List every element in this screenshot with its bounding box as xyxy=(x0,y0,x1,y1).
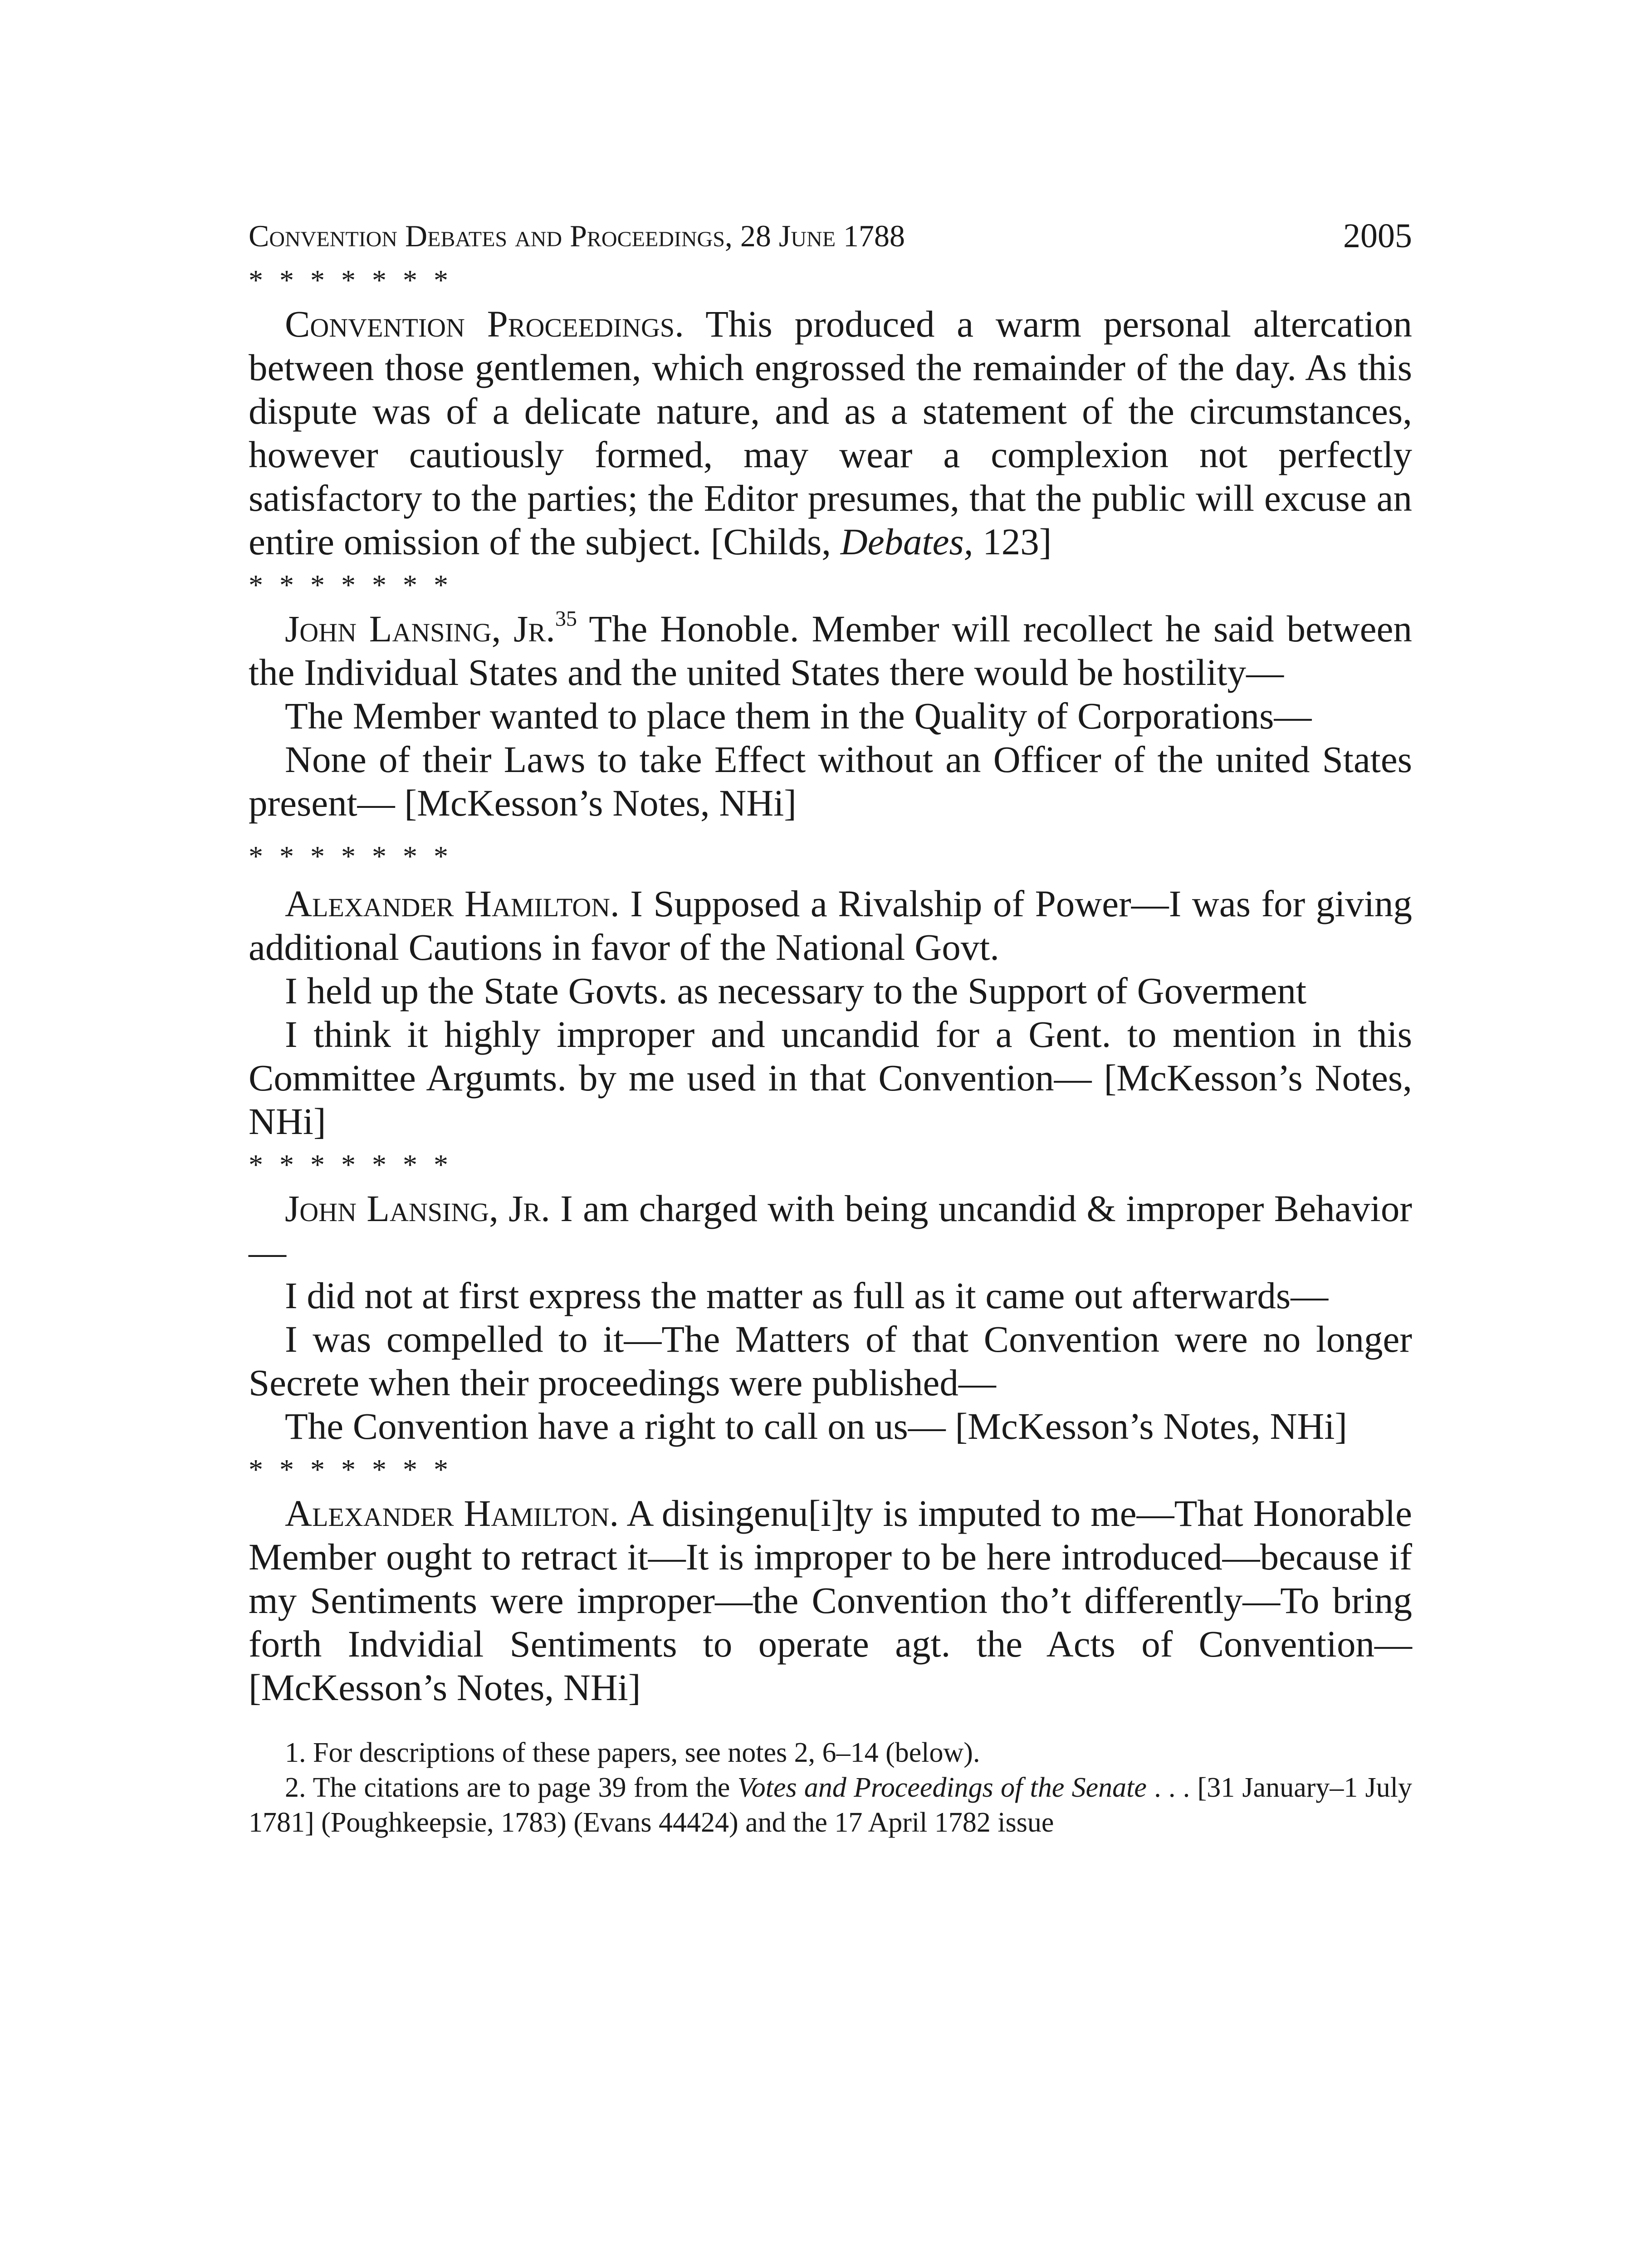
section-separator: * * * * * * * xyxy=(249,569,453,601)
section-separator: * * * * * * * xyxy=(249,840,453,872)
speaker-name: John Lansing, Jr. xyxy=(285,608,555,650)
paragraph: I held up the State Govts. as necessary to the Support of Goverment xyxy=(285,970,1307,1012)
paragraph: None of their Laws to take Effect without an Officer of the united States present— [McKesson’s Notes, NHi] xyxy=(249,738,1412,824)
paragraph-text: A disingenu[i]ty is imputed to me—That Honorable Member ought to retract it—It is improper to be here introduced—because if my Sentiments were improper—the Convention tho’t differently—To bring forth Indvidial Sentiments to operate agt. the Acts of Convention— [McKesson’s Notes, NHi] xyxy=(249,1492,1412,1708)
paragraph: The Convention have a right to call on us— [McKesson’s Notes, NHi] xyxy=(285,1405,1348,1447)
section-separator: * * * * * * * xyxy=(249,1149,453,1181)
footnote: 1. For descriptions of these papers, see notes 2, 6–14 (below). xyxy=(285,1737,980,1768)
speaker-name: Convention Proceedings. xyxy=(285,303,684,345)
paragraph: I was compelled to it—The Matters of that Convention were no longer Secrete when their proceedings were published— xyxy=(249,1318,1412,1403)
speaker-name: Alexander Hamilton. xyxy=(285,1492,619,1534)
note-reference: 35 xyxy=(555,606,577,631)
paragraph: I think it highly improper and uncandid for a Gent. to mention in this Committee Argumts. by me used in that Convention— [McKesson’s Notes, NHi] xyxy=(249,1013,1412,1142)
source-page: 123] xyxy=(973,521,1052,562)
footnotes xyxy=(249,1735,1412,1840)
entry-convention-proceedings xyxy=(249,302,1412,563)
entry-hamilton-2 xyxy=(249,1491,1412,1709)
section-separator: * * * * * * * xyxy=(249,1453,453,1486)
paragraph xyxy=(249,302,1412,563)
entry-hamilton-1 xyxy=(249,882,1412,1143)
running-header xyxy=(249,213,1412,259)
paragraph-text: I Supposed a Rivalship of Power—I was for giving additional Cautions in favor of the National Govt. xyxy=(249,883,1412,968)
section-separator: * * * * * * * xyxy=(249,264,453,296)
source-title: Debates, xyxy=(840,521,973,562)
footnote-text: 2. The citations are to page 39 from the xyxy=(285,1772,738,1803)
paragraph-text: I am charged with being uncandid & improper Behavior— xyxy=(249,1188,1413,1273)
paragraph xyxy=(249,1491,1412,1709)
paragraph xyxy=(249,607,1412,694)
footnote-text: . . . [31 January–1 July 1781] (Poughkeepsie, 1783) (Evans 44424) and the 17 April 1782 issue xyxy=(249,1772,1413,1838)
main-text xyxy=(249,259,1412,1709)
running-title: Convention Debates and Proceedings, 28 June 1788 xyxy=(249,219,905,253)
paragraph-text: This produced a warm personal altercation between those gentlemen, which engrossed the remainder of the day. As this dispute was of a delicate nature, and as a statement of the circumstances, however cautiously formed, may wear a complexion not perfectly satisfactory to the parties; the Editor presumes, that the public will excuse an entire omission of the subject. [Childs, xyxy=(249,303,1412,562)
entry-lansing-1 xyxy=(249,607,1412,825)
speaker-name: John Lansing, Jr. xyxy=(285,1188,550,1229)
entry-lansing-2 xyxy=(249,1187,1412,1448)
paragraph: I did not at first express the matter as full as it came out afterwards— xyxy=(285,1275,1329,1316)
paragraph xyxy=(249,882,1412,969)
paragraph xyxy=(249,1187,1412,1274)
speaker-name: Alexander Hamilton. xyxy=(285,883,620,924)
page-number: 2005 xyxy=(1343,217,1412,255)
paragraph-text: The Honoble. Member will recollect he said between the Individual States and the united States there would be hostility— xyxy=(249,608,1412,693)
document-page xyxy=(249,213,1412,1840)
paragraph: The Member wanted to place them in the Quality of Corporations— xyxy=(285,695,1312,737)
footnote xyxy=(249,1770,1412,1840)
footnote-title: Votes and Proceedings of the Senate xyxy=(737,1772,1147,1803)
